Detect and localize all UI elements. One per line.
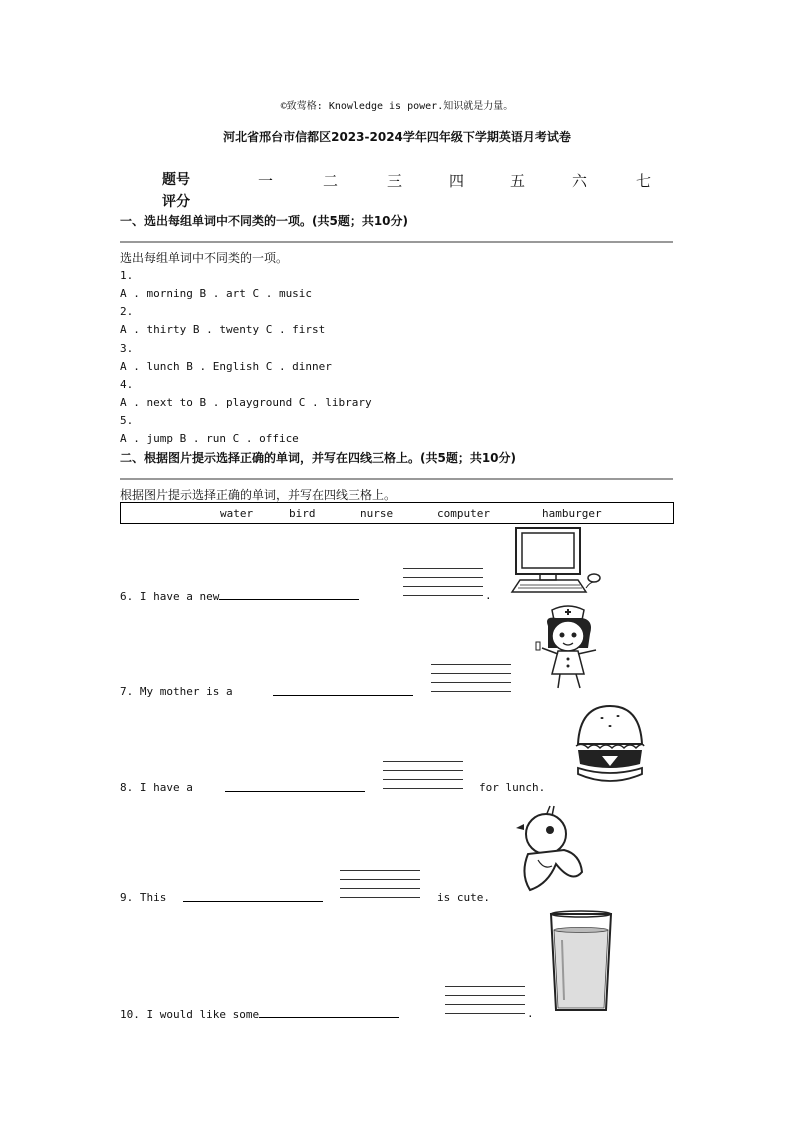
question-options: A . morning B . art C . music bbox=[120, 287, 313, 300]
motto-line: ©致莺格: Knowledge is power.知识就是力量。 bbox=[280, 101, 514, 112]
page-title: 河北省邢台市信都区2023-2024学年四年级下学期英语月考试卷 bbox=[223, 130, 571, 144]
score-row-label-number: 题号 bbox=[162, 172, 190, 188]
four-line-grid[interactable] bbox=[445, 986, 525, 1014]
sentence-8 bbox=[120, 781, 193, 794]
score-col-6: 六 bbox=[572, 172, 588, 190]
sentence-text: 6. I have a new bbox=[120, 590, 220, 603]
section2-divider bbox=[120, 478, 673, 480]
question-number: 3. bbox=[120, 342, 134, 355]
four-line-grid[interactable] bbox=[431, 664, 511, 692]
section1-divider bbox=[120, 241, 673, 243]
sentence-text: 10. I would like some bbox=[120, 1008, 260, 1021]
question-options: A . next to B . playground C . library bbox=[120, 396, 372, 409]
nurse-icon bbox=[530, 604, 602, 692]
score-col-4: 四 bbox=[449, 172, 465, 190]
score-col-7: 七 bbox=[636, 172, 652, 190]
sentence-end: . bbox=[527, 1007, 534, 1020]
score-col-1: 一 bbox=[258, 172, 274, 190]
word-bank-word: bird bbox=[289, 507, 316, 520]
score-col-5: 五 bbox=[510, 172, 526, 190]
word-bank-word: computer bbox=[437, 507, 490, 520]
answer-blank[interactable] bbox=[183, 891, 323, 902]
sentence-end: for lunch. bbox=[479, 781, 546, 794]
score-col-3: 三 bbox=[387, 172, 403, 190]
sentence-text: 8. I have a bbox=[120, 781, 193, 794]
word-bank-word: water bbox=[220, 507, 254, 520]
four-line-grid[interactable] bbox=[403, 568, 483, 596]
section1-instruction: 选出每组单词中不同类的一项。 bbox=[120, 251, 289, 265]
sentence-text: 9. This bbox=[120, 891, 167, 904]
sentence-end: . bbox=[485, 589, 492, 602]
sentence-10 bbox=[120, 1007, 399, 1021]
question-number: 5. bbox=[120, 414, 134, 427]
section2-instruction: 根据图片提示选择正确的单词，并写在四线三格上。 bbox=[120, 488, 397, 502]
sentence-9 bbox=[120, 891, 166, 904]
word-bank-word: hamburger bbox=[542, 507, 602, 520]
question-options: A . jump B . run C . office bbox=[120, 432, 299, 445]
four-line-grid[interactable] bbox=[383, 761, 463, 789]
sentence-7 bbox=[120, 685, 233, 698]
score-row-label-score: 评分 bbox=[162, 194, 190, 210]
sentence-end: is cute. bbox=[437, 891, 490, 904]
bird-icon bbox=[514, 800, 586, 896]
answer-blank-wrap bbox=[183, 891, 323, 905]
question-options: A . thirty B . twenty C . first bbox=[120, 323, 326, 336]
answer-blank-wrap bbox=[225, 781, 365, 795]
answer-blank-wrap bbox=[273, 685, 413, 699]
answer-blank[interactable] bbox=[219, 589, 359, 600]
sentence-6 bbox=[120, 589, 359, 603]
score-col-2: 二 bbox=[323, 172, 339, 190]
question-number: 1. bbox=[120, 269, 134, 282]
question-number: 2. bbox=[120, 305, 134, 318]
answer-blank[interactable] bbox=[273, 685, 413, 696]
question-options: A . lunch B . English C . dinner bbox=[120, 360, 332, 373]
answer-blank[interactable] bbox=[225, 781, 365, 792]
section1-title: 一、选出每组单词中不同类的一项。(共5题；共10分) bbox=[120, 214, 409, 228]
sentence-text: 7. My mother is a bbox=[120, 685, 233, 698]
computer-icon bbox=[510, 526, 602, 596]
word-bank-word: nurse bbox=[360, 507, 394, 520]
question-number: 4. bbox=[120, 378, 134, 391]
answer-blank[interactable] bbox=[259, 1007, 399, 1018]
hamburger-icon bbox=[572, 702, 648, 790]
four-line-grid[interactable] bbox=[340, 870, 420, 898]
section2-title: 二、根据图片提示选择正确的单词，并写在四线三格上。(共5题；共10分) bbox=[120, 451, 517, 465]
water-glass-icon bbox=[546, 910, 616, 1016]
